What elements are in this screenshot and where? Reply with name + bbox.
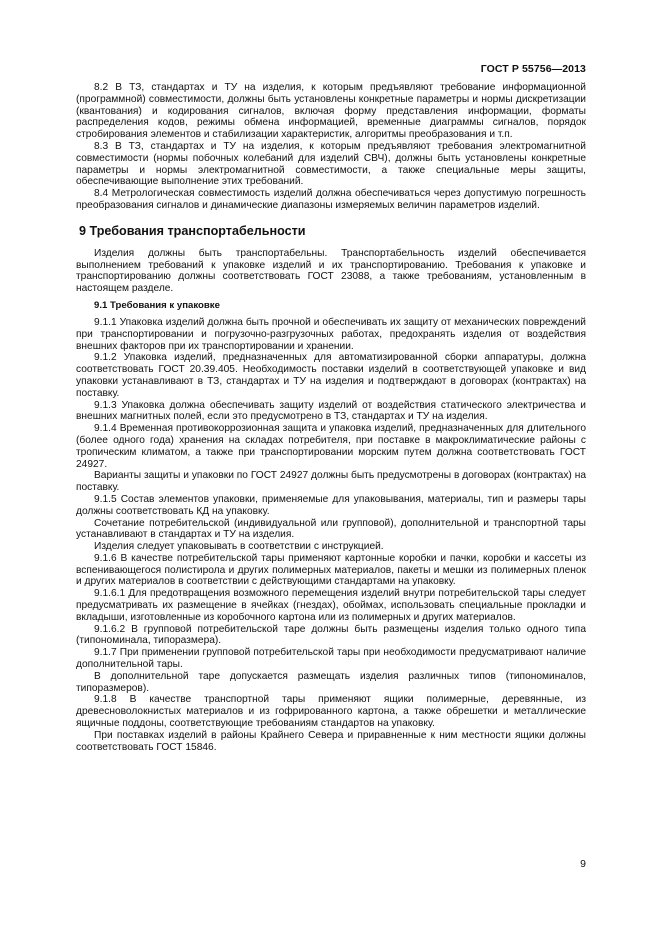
paragraph-9-1-8: 9.1.8 В качестве транспортной тары применяют ящики полимерные, деревянные, из древесноволокнистых материалов и из гофрированного картона, а также обрешетки и металлические ящичные поддоны, соответствующие требованиям стандартов на упаковку. bbox=[76, 694, 586, 730]
page-number: 9 bbox=[580, 858, 586, 870]
paragraph-9-1-7-additional: В дополнительной таре допускается размещать изделия различных типов (типономиналов, типоразмеров). bbox=[76, 670, 586, 694]
paragraph-9-1-1: 9.1.1 Упаковка изделий должна быть прочной и обеспечивать их защиту от механических повреждений при транспортировании и погрузочно-разгрузочных работах, предохранять изделия от воздействия внешних факторов при их транспортировании и хранении. bbox=[76, 316, 586, 352]
paragraph-9-1-7: 9.1.7 При применении групповой потребительской тары при необходимости предусматривают наличие дополнительной тары. bbox=[76, 647, 586, 671]
paragraph-8-3: 8.3 В ТЗ, стандартах и ТУ на изделия, к которым предъявляют требования электромагнитной совместимости (нормы побочных колебаний для изделий СВЧ), должны быть установлены конкретные параметры и нормы электромагнитной совместимости, а также специальные меры защиты, обеспечивающие выполнение этих требований. bbox=[76, 140, 586, 188]
paragraph-9-intro: Изделия должны быть транспортабельны. Транспортабельность изделий обеспечивается выполнением требований к упаковке изделий и их транспортированию. Требования к упаковке и транспортированию должны соответствовать ГОСТ 23088, а также требованиям, установленным в настоящем разделе. bbox=[76, 247, 586, 295]
paragraph-9-1-3: 9.1.3 Упаковка должна обеспечивать защиту изделий от воздействия статического электричества и внешних магнитных полей, если это предусмотрено в ТЗ, стандартах и ТУ на изделия. bbox=[76, 399, 586, 423]
paragraph-9-1-4-variants: Варианты защиты и упаковки по ГОСТ 24927 должны быть предусмотрены в договорах (контрактах) на поставку. bbox=[76, 470, 586, 494]
paragraph-9-1-5-instruction: Изделия следует упаковывать в соответствии с инструкцией. bbox=[94, 541, 384, 553]
paragraph-9-1-5-combination: Сочетание потребительской (индивидуальной или групповой), дополнительной и транспортной тары устанавливают в стандартах и ТУ на изделия. bbox=[76, 517, 586, 541]
paragraph-8-2: 8.2 В ТЗ, стандартах и ТУ на изделия, к которым предъявляют требование информационной (программной) совместимости, должны быть установлены конкретные параметры и нормы дискретизации (квантования) и кодирования сигналов, включая форму представления информации, форматы распределения кодов, режимы обмена информацией, временные диаграммы сигналов, порядок стробирования элементов и стабилизации характеристик, алгоритмы преобразования и т.п. bbox=[76, 82, 586, 141]
paragraph-9-1-4: 9.1.4 Временная противокоррозионная защита и упаковка изделий, предназначенных для длительного (более одного года) хранения на складах потребителя, при поставке в макроклиматические районы с тропическим климатом, а также при транспортировании морским путем должна соответствовать ГОСТ 24927. bbox=[76, 423, 586, 470]
paragraph-9-1-2: 9.1.2 Упаковка изделий, предназначенных для автоматизированной сборки аппаратуры, должна соответствовать ГОСТ 20.39.405. Необходимость поставки изделий в соответствующей упаковке и вид упаковки устанавливают в ТЗ, стандартах и ТУ на изделия и подтверждают в договорах (контрактах) на поставку. bbox=[76, 352, 586, 399]
paragraph-9-1-6: 9.1.6 В качестве потребительской тары применяют картонные коробки и пачки, коробки и кассеты из вспенивающегося полистирола и других полимерных материалов, пакеты и мешки из полимерных пленок и других материалов в соответствии с действующими стандартами на упаковку. bbox=[76, 552, 586, 588]
subsection-9-1-heading: 9.1 Требования к упаковке bbox=[94, 299, 220, 311]
paragraph-9-1-5: 9.1.5 Состав элементов упаковки, применяемые для упаковывания, материалы, тип и размеры тары должны соответствовать КД на упаковку. bbox=[76, 493, 586, 517]
document-body bbox=[76, 82, 586, 753]
paragraph-8-4: 8.4 Метрологическая совместимость изделий должна обеспечиваться через допустимую погрешность преобразования сигналов и динамические диапазоны измеряемых величин параметров изделий. bbox=[76, 188, 586, 211]
paragraph-9-1-8-north: При поставках изделий в районы Крайнего Севера и приравненные к ним местности ящики должны соответствовать ГОСТ 15846. bbox=[76, 729, 586, 753]
paragraph-9-1-6-2: 9.1.6.2 В групповой потребительской таре должны быть размещены изделия только одного типа (типономинала, типоразмера). bbox=[76, 623, 586, 647]
standard-header: ГОСТ Р 55756—2013 bbox=[480, 63, 586, 75]
paragraph-9-1-6-1: 9.1.6.1 Для предотвращения возможного перемещения изделий внутри потребительской тары следует предусматривать их размещение в ячейках (гнездах), обоймах, использовать специальные прокладки и вкладыши, изготовленные из коробочного картона или из полимерных и других материалов. bbox=[76, 588, 586, 623]
section-9-heading: 9 Требования транспортабельности bbox=[79, 223, 306, 238]
